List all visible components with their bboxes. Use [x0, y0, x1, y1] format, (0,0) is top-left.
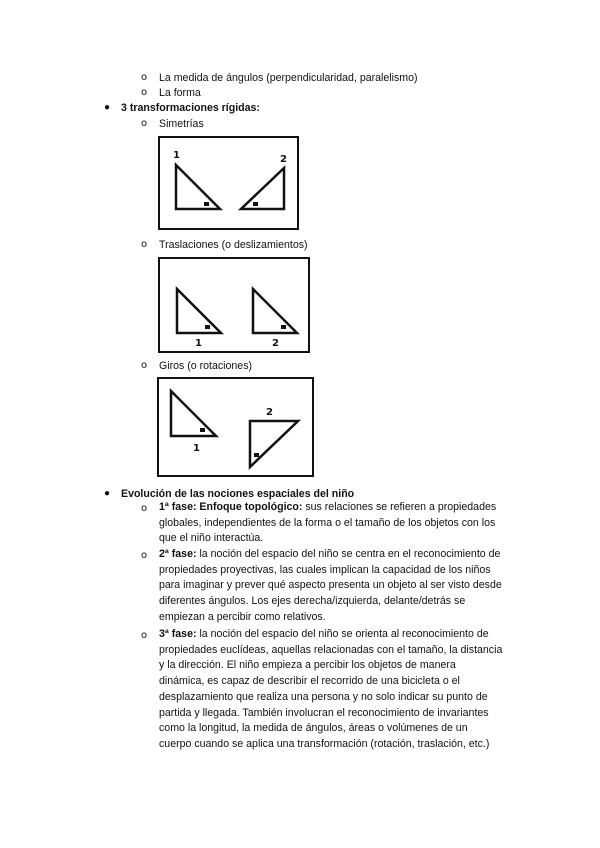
phase-1-line: que el niño interactúa. — [159, 532, 264, 545]
figure-label-1: 1 — [195, 338, 202, 349]
phase-2-line: la noción del espacio del niño se centra en el reconocimiento de — [196, 548, 501, 560]
rigid-transformations-heading: 3 transformaciones rígidas: — [121, 102, 260, 114]
figure-label-2: 2 — [266, 407, 273, 418]
rotation-figure — [157, 377, 314, 477]
phase-1-line: sus relaciones se refieren a propiedades — [302, 501, 497, 513]
sub-bullet: o — [141, 550, 148, 561]
rotation-label: Giros (o rotaciones) — [159, 360, 253, 372]
translation-figure — [158, 257, 310, 353]
right-angle-mark — [253, 202, 258, 206]
phase-1-paragraph — [159, 500, 504, 547]
list-item-angles: La medida de ángulos (perpendicularidad, paralelismo) — [159, 72, 418, 84]
sub-bullet: o — [141, 87, 148, 98]
figure-label-1: 1 — [193, 443, 200, 454]
symmetry-label: Simetrías — [159, 118, 204, 130]
sub-bullet: o — [141, 503, 148, 514]
phase-3-line: cuerpo cuando se aplica una transformación (rotación, traslación, etc.) — [159, 737, 490, 750]
phase-3-line: y la dirección. El niño empieza a percibir los objetos de manera — [159, 659, 456, 672]
triangle-2 — [250, 421, 298, 467]
triangle-2 — [253, 289, 297, 333]
symmetry-figure — [158, 136, 299, 230]
phase-2-line: empiezan a percibir como relativos. — [159, 610, 326, 623]
sub-bullet: o — [141, 239, 148, 250]
phase-3-line: la noción del espacio del niño se orienta al reconocimiento de — [196, 628, 489, 640]
triangle-2 — [241, 168, 284, 209]
phase-2-line: propiedades proyectivas, las cuales implican la capacidad de los niños — [159, 563, 491, 576]
phase-3-line: como la longitud, la medida de ángulos, áreas o volúmenes de un — [159, 722, 468, 735]
phase-2-line: para imaginar y prever qué aspecto presenta un objeto al ser visto desde — [159, 579, 502, 592]
evolution-heading: Evolución de las nociones espaciales del niño — [121, 488, 355, 500]
phase-1-line: globales, independientes de la forma o el tamaño de los objetos con los — [159, 516, 496, 529]
symmetry-drawing — [160, 138, 301, 232]
bullet-dot: ● — [104, 102, 111, 113]
translation-drawing — [160, 259, 312, 355]
sub-bullet: o — [141, 118, 148, 129]
phase-2-paragraph — [159, 547, 504, 626]
phase-2-line: diferentes ángulos. Los ejes derecha/izquierda, delante/detrás se — [159, 595, 466, 608]
figure-label-2: 2 — [272, 338, 279, 349]
phase-3-title: 3ª fase: — [159, 628, 197, 640]
figure-label-1: 1 — [173, 150, 180, 161]
phase-2-title: 2ª fase: — [159, 548, 197, 560]
sub-bullet: o — [141, 72, 148, 83]
right-angle-mark — [200, 428, 205, 432]
figure-label-2: 2 — [280, 154, 287, 165]
triangle-1 — [177, 289, 221, 333]
phase-1-title: 1ª fase: Enfoque topológico: — [159, 501, 303, 513]
triangle-1 — [171, 391, 216, 436]
right-angle-mark — [204, 202, 209, 206]
triangle-1 — [176, 165, 220, 209]
sub-bullet: o — [141, 360, 148, 371]
bullet-dot: ● — [104, 488, 111, 499]
list-item-shape: La forma — [159, 87, 201, 99]
right-angle-mark — [254, 453, 259, 457]
phase-3-paragraph — [159, 627, 504, 753]
sub-bullet: o — [141, 630, 148, 641]
rotation-drawing — [159, 379, 316, 479]
phase-3-line: desplazamiento que realiza una persona y no solo indicar su punto de — [159, 690, 488, 703]
right-angle-mark — [281, 325, 286, 329]
right-angle-mark — [205, 325, 210, 329]
translation-label: Traslaciones (o deslizamientos) — [159, 239, 308, 251]
phase-3-line: propiedades euclídeas, aquellas relacionadas con el tamaño, la distancia — [159, 643, 503, 656]
phase-3-line: dinámica, es capaz de describir el recorrido de una bicicleta o el — [159, 675, 460, 688]
phase-3-line: partida y llegada. También involucran el reconocimiento de invariantes — [159, 706, 489, 719]
